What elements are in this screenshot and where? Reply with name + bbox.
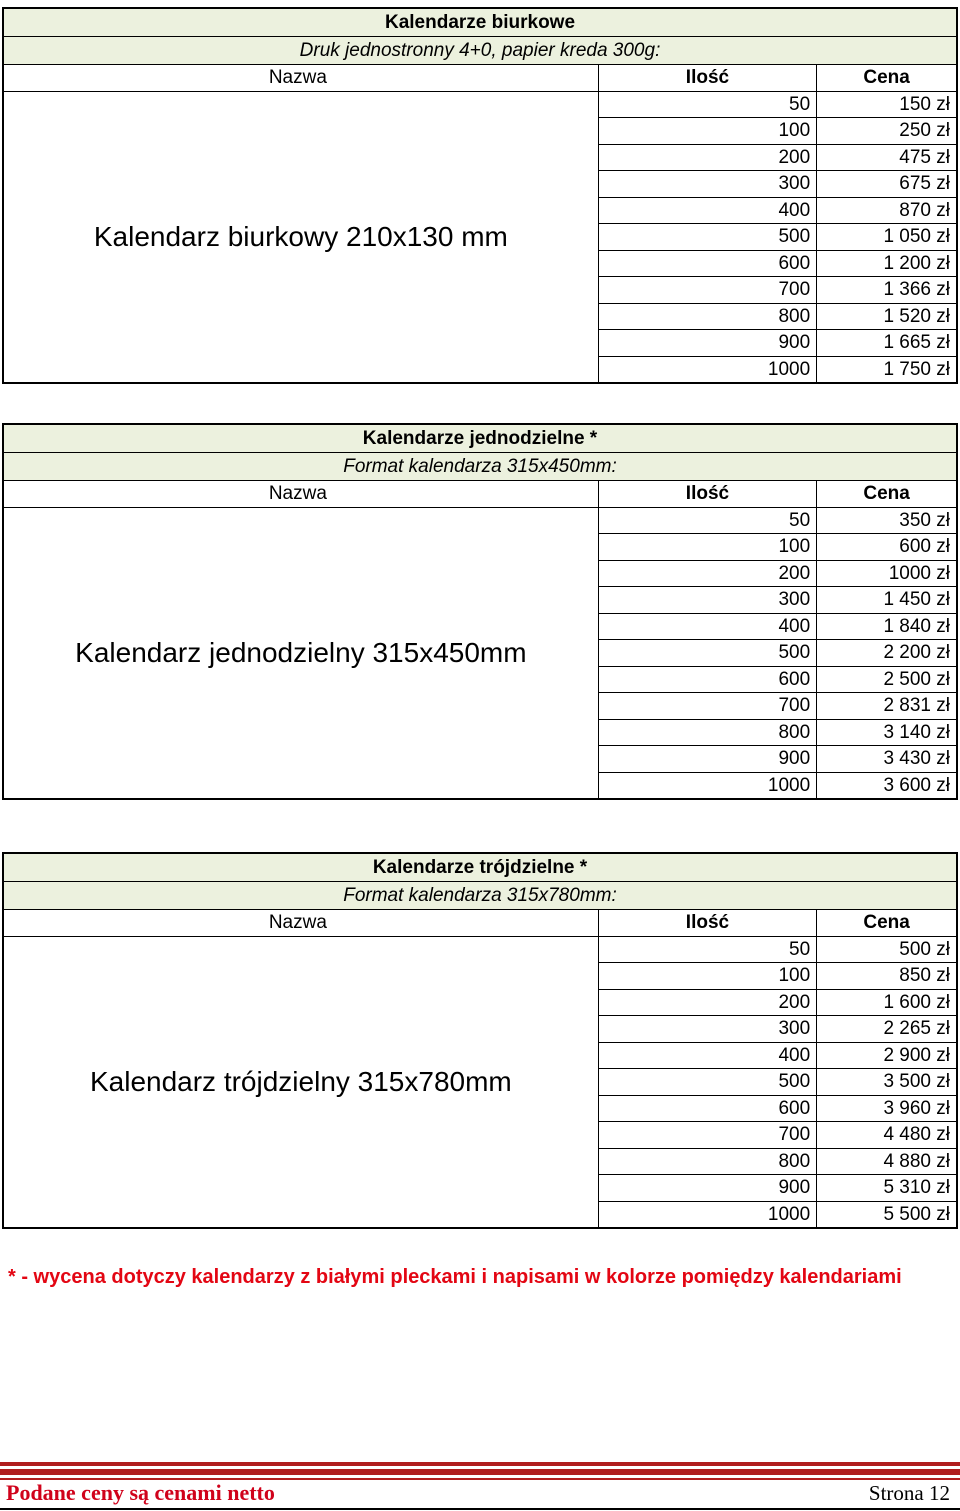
quantity-cell: 50 — [598, 91, 816, 118]
table-title: Kalendarze biurkowe — [3, 8, 957, 37]
quantity-cell: 600 — [598, 1095, 816, 1122]
quantity-cell: 100 — [598, 963, 816, 990]
price-cell: 3 430 zł — [817, 746, 957, 773]
table-subtitle-row — [3, 882, 957, 910]
price-cell: 2 900 zł — [817, 1042, 957, 1069]
price-cell: 2 831 zł — [817, 693, 957, 720]
quantity-cell: 500 — [598, 224, 816, 251]
footer-bottom-rule — [0, 1508, 960, 1510]
quantity-cell: 600 — [598, 250, 816, 277]
price-cell: 3 500 zł — [817, 1069, 957, 1096]
product-name: Kalendarz jednodzielny 315x450mm — [3, 507, 598, 799]
price-cell: 1 366 zł — [817, 277, 957, 304]
table-title-row — [3, 8, 957, 37]
quantity-cell: 200 — [598, 989, 816, 1016]
column-header-quantity: Ilość — [598, 65, 816, 92]
price-cell: 1 600 zł — [817, 989, 957, 1016]
footer-net-prices-note: Podane ceny są cenami netto — [6, 1480, 275, 1505]
quantity-cell: 300 — [598, 171, 816, 198]
price-cell: 3 960 zł — [817, 1095, 957, 1122]
price-cell: 1 200 zł — [817, 250, 957, 277]
price-cell: 4 880 zł — [817, 1148, 957, 1175]
table-header-row — [3, 910, 957, 937]
page-number: Strona 12 — [868, 1481, 950, 1505]
quantity-cell: 900 — [598, 330, 816, 357]
price-table — [2, 7, 958, 384]
table-subtitle-row — [3, 453, 957, 481]
quantity-cell: 50 — [598, 507, 816, 534]
price-cell: 2 200 zł — [817, 640, 957, 667]
quantity-cell: 800 — [598, 1148, 816, 1175]
table-header-row — [3, 65, 957, 92]
price-cell: 600 zł — [817, 534, 957, 561]
price-cell: 2 500 zł — [817, 666, 957, 693]
product-name: Kalendarz trójdzielny 315x780mm — [3, 936, 598, 1228]
quantity-cell: 500 — [598, 1069, 816, 1096]
column-header-name: Nazwa — [3, 481, 598, 508]
price-cell: 500 zł — [817, 936, 957, 963]
quantity-cell: 900 — [598, 746, 816, 773]
price-cell: 350 zł — [817, 507, 957, 534]
quantity-cell: 300 — [598, 1016, 816, 1043]
table-title-row — [3, 424, 957, 453]
price-cell: 1 450 zł — [817, 587, 957, 614]
column-header-price: Cena — [817, 65, 957, 92]
price-cell: 1 750 zł — [817, 356, 957, 383]
quantity-cell: 1000 — [598, 356, 816, 383]
price-cell: 2 265 zł — [817, 1016, 957, 1043]
quantity-cell: 300 — [598, 587, 816, 614]
table-subtitle-row — [3, 37, 957, 65]
quantity-cell: 400 — [598, 1042, 816, 1069]
footnote: * - wycena dotyczy kalendarzy z białymi pleckami i napisami w kolorze pomiędzy kalendariami — [8, 1266, 902, 1288]
column-header-price: Cena — [817, 481, 957, 508]
table-title: Kalendarze trójdzielne * — [3, 853, 957, 882]
price-table — [2, 852, 958, 1229]
table-subtitle: Format kalendarza 315x780mm: — [3, 882, 957, 910]
quantity-cell: 500 — [598, 640, 816, 667]
quantity-cell: 400 — [598, 197, 816, 224]
quantity-cell: 100 — [598, 534, 816, 561]
price-cell: 3 140 zł — [817, 719, 957, 746]
quantity-cell: 200 — [598, 144, 816, 171]
price-cell: 870 zł — [817, 197, 957, 224]
table-row — [3, 91, 957, 118]
price-cell: 850 zł — [817, 963, 957, 990]
price-cell: 5 310 zł — [817, 1175, 957, 1202]
table-title: Kalendarze jednodzielne * — [3, 424, 957, 453]
column-header-name: Nazwa — [3, 910, 598, 937]
quantity-cell: 900 — [598, 1175, 816, 1202]
quantity-cell: 1000 — [598, 1201, 816, 1228]
table-subtitle: Druk jednostronny 4+0, papier kreda 300g: — [3, 37, 957, 65]
quantity-cell: 700 — [598, 277, 816, 304]
footer-rule — [0, 1462, 960, 1466]
price-cell: 150 zł — [817, 91, 957, 118]
price-cell: 1 520 zł — [817, 303, 957, 330]
table-row — [3, 936, 957, 963]
price-cell: 5 500 zł — [817, 1201, 957, 1228]
quantity-cell: 50 — [598, 936, 816, 963]
price-table — [2, 423, 958, 800]
table-row — [3, 507, 957, 534]
footer-rule — [0, 1469, 960, 1475]
quantity-cell: 200 — [598, 560, 816, 587]
price-cell: 4 480 zł — [817, 1122, 957, 1149]
quantity-cell: 600 — [598, 666, 816, 693]
price-cell: 1 050 zł — [817, 224, 957, 251]
quantity-cell: 700 — [598, 693, 816, 720]
table-header-row — [3, 481, 957, 508]
price-cell: 1000 zł — [817, 560, 957, 587]
quantity-cell: 400 — [598, 613, 816, 640]
table-subtitle: Format kalendarza 315x450mm: — [3, 453, 957, 481]
column-header-quantity: Ilość — [598, 481, 816, 508]
column-header-price: Cena — [817, 910, 957, 937]
quantity-cell: 1000 — [598, 772, 816, 799]
price-cell: 1 665 zł — [817, 330, 957, 357]
quantity-cell: 700 — [598, 1122, 816, 1149]
column-header-quantity: Ilość — [598, 910, 816, 937]
price-cell: 250 zł — [817, 118, 957, 145]
price-cell: 675 zł — [817, 171, 957, 198]
price-cell: 1 840 zł — [817, 613, 957, 640]
price-cell: 475 zł — [817, 144, 957, 171]
column-header-name: Nazwa — [3, 65, 598, 92]
table-title-row — [3, 853, 957, 882]
product-name: Kalendarz biurkowy 210x130 mm — [3, 91, 598, 383]
quantity-cell: 800 — [598, 719, 816, 746]
price-cell: 3 600 zł — [817, 772, 957, 799]
quantity-cell: 100 — [598, 118, 816, 145]
quantity-cell: 800 — [598, 303, 816, 330]
